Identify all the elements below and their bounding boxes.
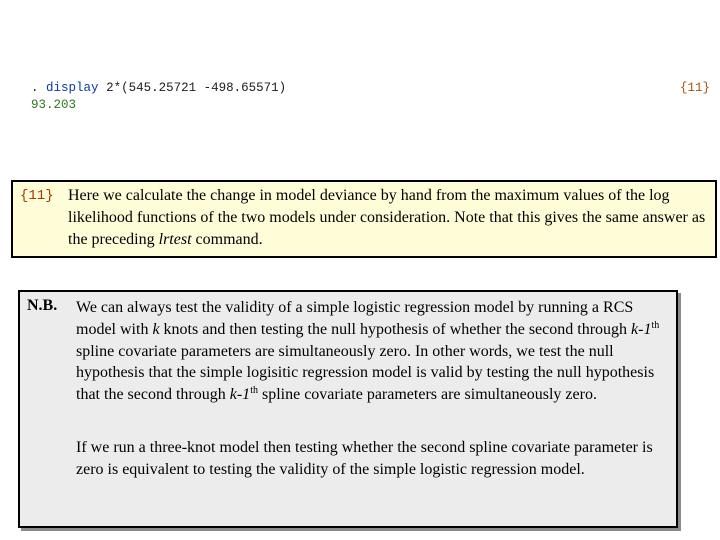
nota-bene-paragraph-1 — [76, 297, 672, 406]
nb-text-4: spline covariate parameters are simultaneously zero. — [257, 386, 597, 404]
annotation-note-box — [11, 180, 717, 258]
lrtest-command-name: lrtest — [158, 231, 192, 248]
command-prompt: . — [31, 81, 39, 95]
nota-bene-paragraph-2: If we run a three-knot model then testing whether the second spline covariate parameter is zero is equivalent to testing the validity of the simple logistic regression model. — [76, 439, 653, 478]
command-expression: 2*(545.25721 -498.65571) — [106, 81, 287, 95]
annotation-reference-marker: {11} — [20, 188, 54, 204]
annotation-text — [68, 185, 708, 251]
command-result: 93.203 — [31, 98, 77, 112]
superscript-th-b: th — [250, 385, 258, 397]
k-minus-1-a: k-1 — [631, 320, 652, 338]
stata-command-line — [31, 81, 286, 95]
annotation-text-main: Here we calculate the change in model deviance by hand from the maximum values of the log likelihood functions of the two models under consideration. Note that this gives the same answer as the preceding — [68, 187, 706, 248]
nb-text-3: spline covariate parameters are simultaneously zero. In other words, we test the null hypothesis that the simple logisitic regression model is valid by testing the null hypothesis that the second through — [76, 342, 655, 404]
nota-bene-label: N.B. — [27, 297, 58, 314]
nota-bene-panel — [18, 290, 678, 528]
nb-text-2: knots and then testing the null hypothesis of whether the second through — [159, 320, 632, 338]
command-keyword: display — [46, 81, 99, 95]
command-reference-marker: {11} — [679, 81, 710, 95]
nb-text-1: We can always test the validity of a simple logistic regression model by running a RCS model with — [76, 299, 634, 338]
k-minus-1-b: k-1 — [229, 386, 251, 404]
annotation-text-end: command. — [191, 231, 263, 248]
k-variable: k — [152, 320, 160, 338]
superscript-th-a: th — [651, 319, 660, 331]
